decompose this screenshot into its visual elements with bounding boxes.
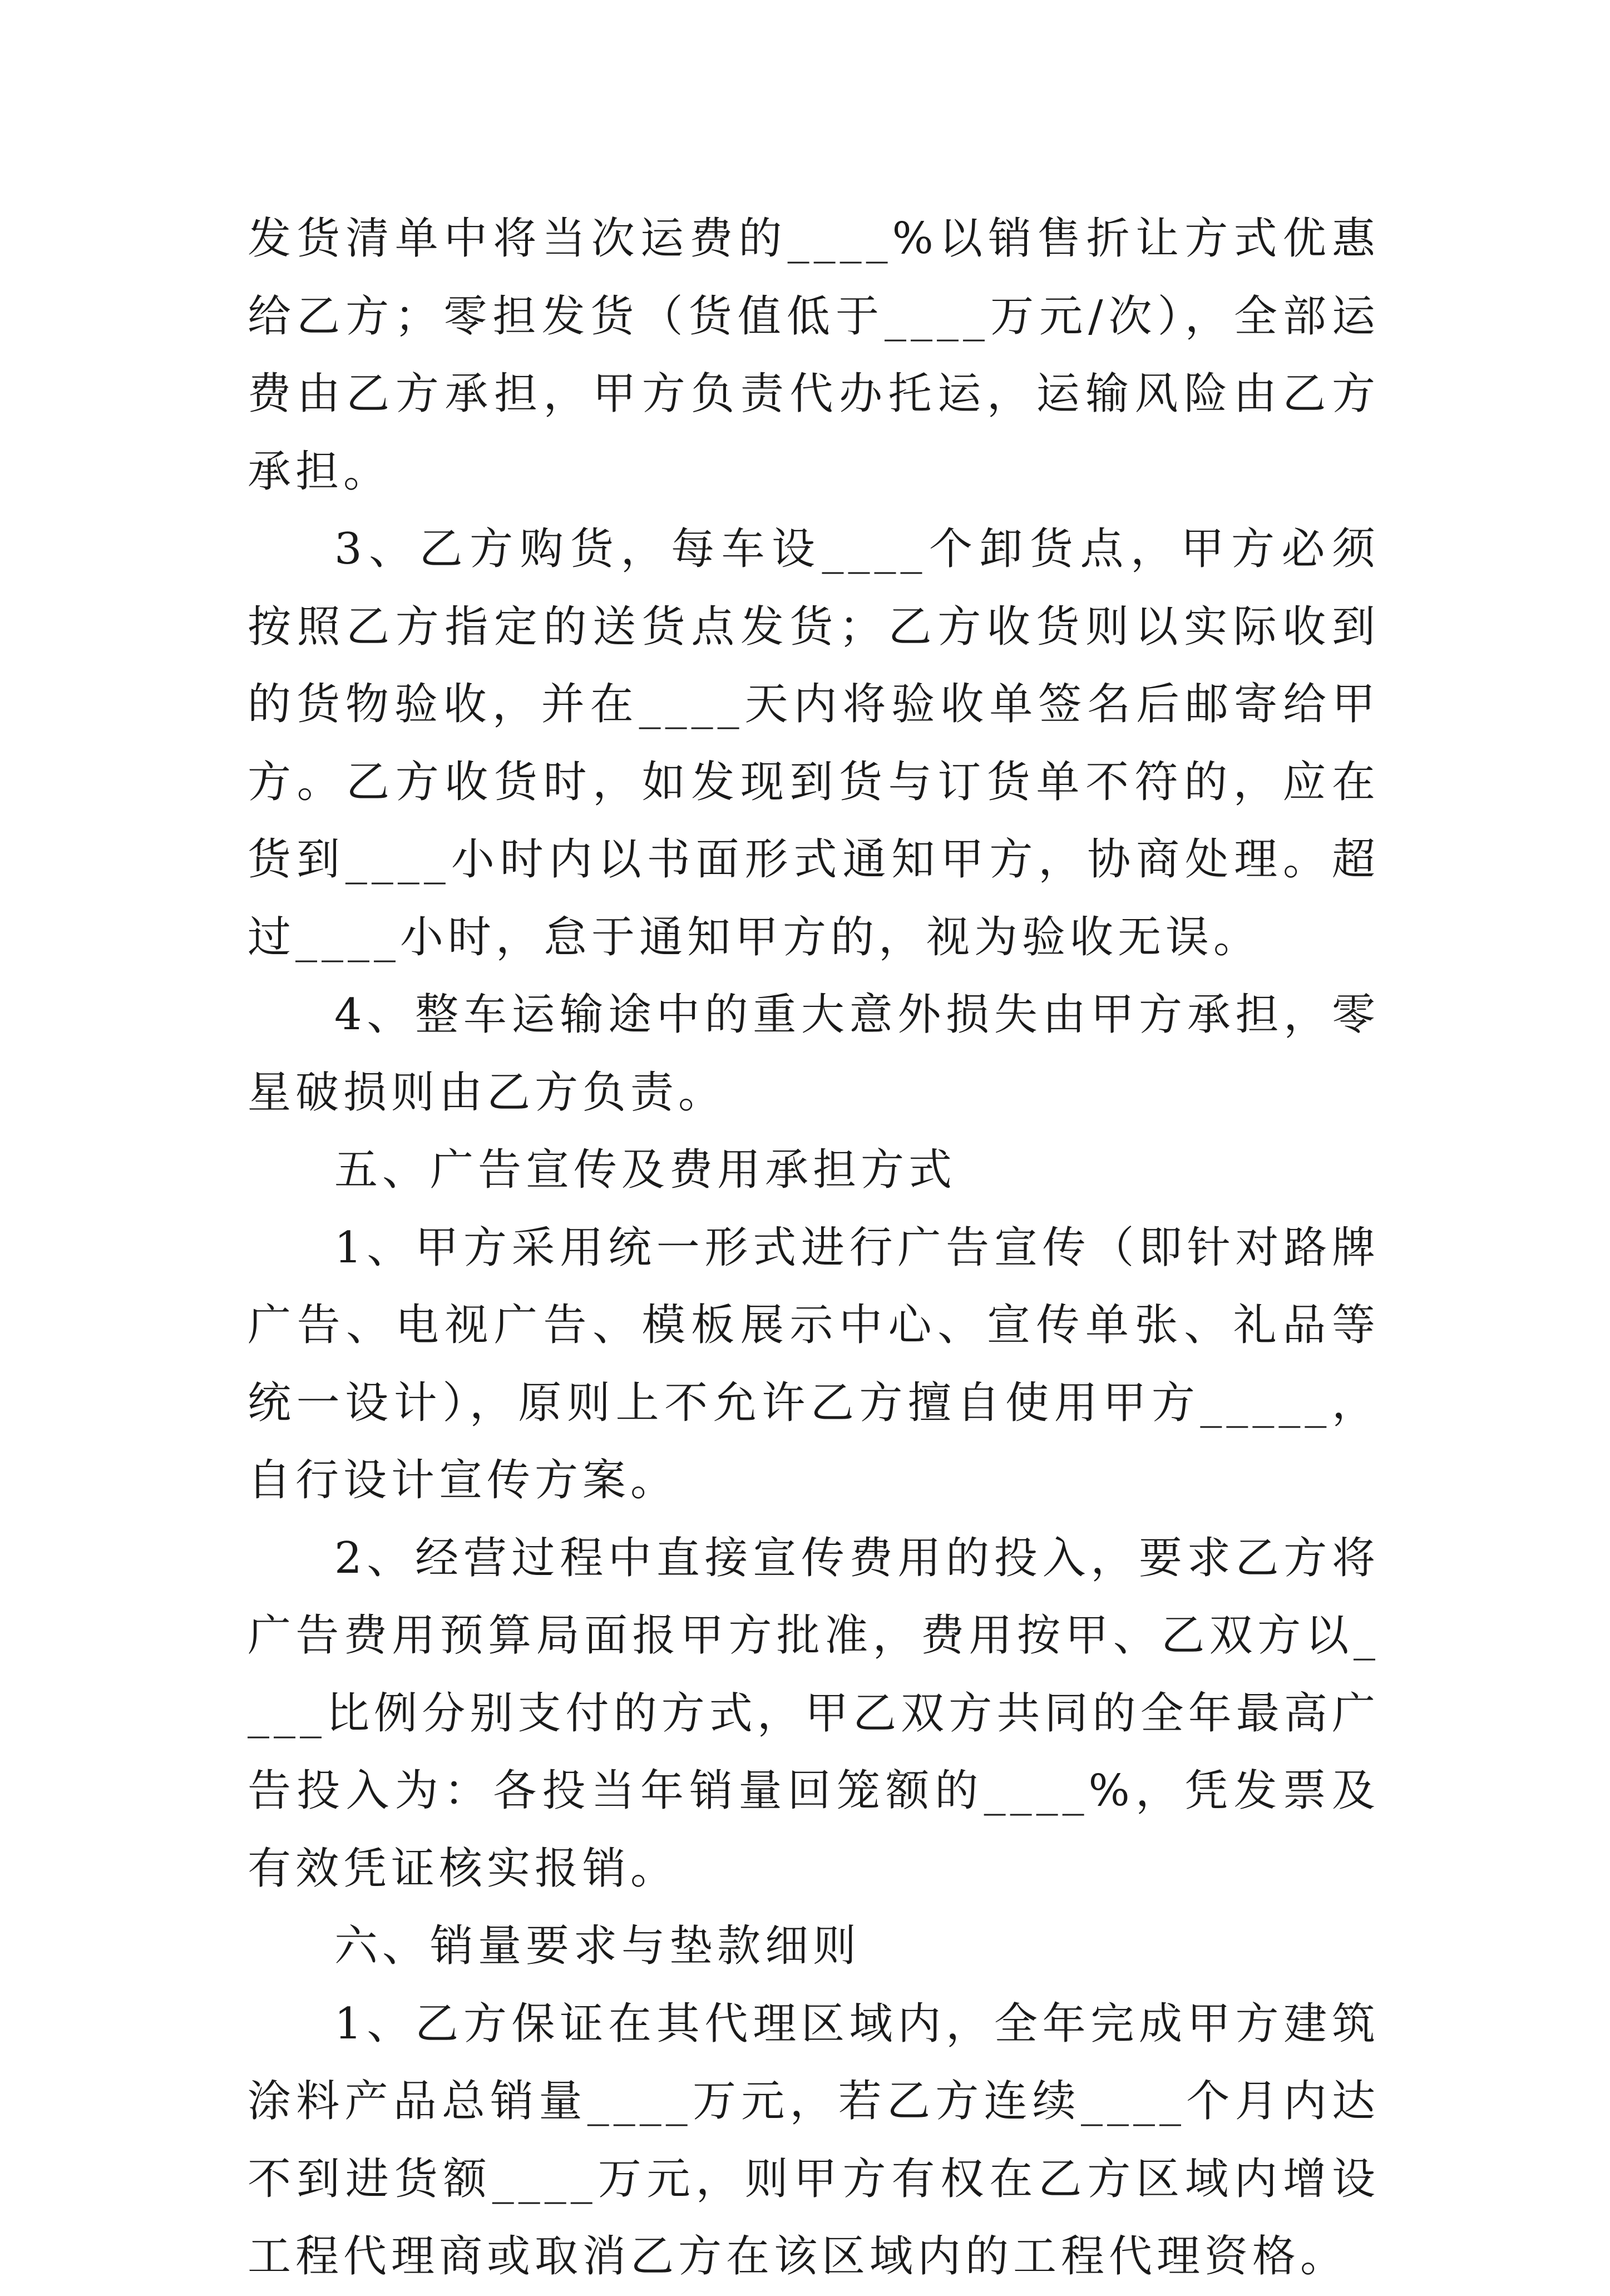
paragraph-clause-sales-target: 1、乙方保证在其代理区域内，全年完成甲方建筑涂料产品总销量____万元，若乙方连续____个月内达不到进货额____万元，则甲方有权在乙方区域内增设工程代理商或取消乙方在该区域内的工程代理资格。 — [248, 1998, 1380, 2282]
section-heading-advertising: 五、广告宣传及费用承担方式 — [334, 1145, 957, 1195]
paragraph-clause-unloading: 3、乙方购货，每车设____个卸货点，甲方必须按照乙方指定的送货点发货；乙方收货则以实际收到的货物验收，并在____天内将验收单签名后邮寄给甲方。乙方收货时，如发现到货与订货单不符的，应在货到____小时内以书面形式通知甲方，协商处理。超过____小时，怠于通知甲方的，视为验收无误。 — [248, 524, 1380, 962]
paragraph-shipping-freight: 发货清单中将当次运费的____%以销售折让方式优惠给乙方；零担发货（货值低于____万元/次），全部运费由乙方承担，甲方负责代办托运，运输风险由乙方承担。 — [248, 214, 1380, 497]
paragraph-clause-unified-ads: 1、甲方采用统一形式进行广告宣传（即针对路牌广告、电视广告、模板展示中心、宣传单张、礼品等统一设计），原则上不允许乙方擅自使用甲方_____，自行设计宣传方案。 — [248, 1222, 1380, 1505]
section-heading-sales-requirements: 六、销量要求与垫款细则 — [334, 1921, 861, 1971]
paragraph-clause-ad-costs: 2、经营过程中直接宣传费用的投入，要求乙方将广告费用预算局面报甲方批准，费用按甲、乙双方以____比例分别支付的方式，甲乙双方共同的全年最高广告投入为：各投当年销量回笼额的____%，凭发票及有效凭证核实报销。 — [248, 1533, 1380, 1894]
paragraph-clause-transport-loss: 4、整车运输途中的重大意外损失由甲方承担，零星破损则由乙方负责。 — [248, 990, 1380, 1118]
document-body — [248, 200, 1380, 2296]
